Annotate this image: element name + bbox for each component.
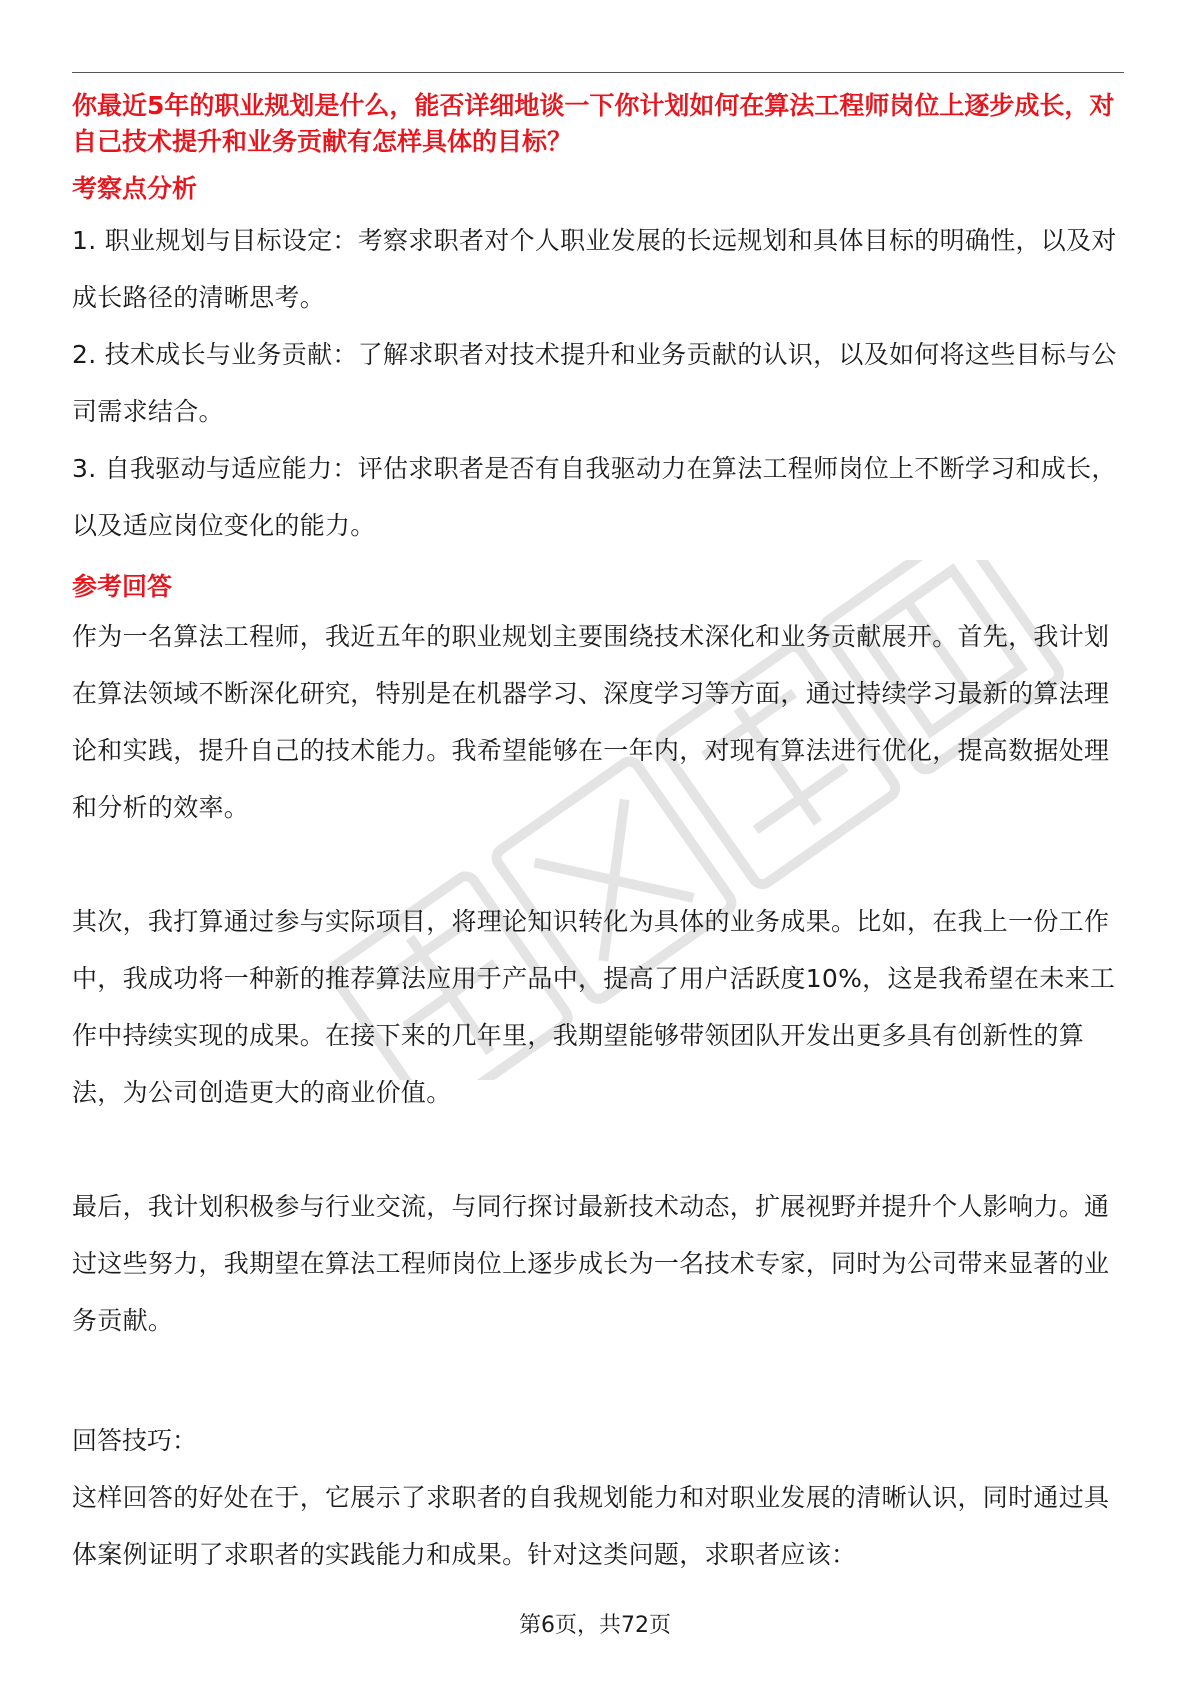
interview-question: 你最近5年的职业规划是什么，能否详细地谈一下你计划如何在算法工程师岗位上逐步成长，对自己技术提升和业务贡献有怎样具体的目标？ <box>72 91 1115 156</box>
analysis-item: 2. 技术成长与业务贡献：了解求职者对技术提升和业务贡献的认识，以及如何将这些目标与公司需求结合。 <box>72 340 1117 426</box>
page-number: 第6页，共72页 <box>519 1613 671 1638</box>
page-content <box>72 88 1124 1583</box>
answer-paragraph: 最后，我计划积极参与行业交流，与同行探讨最新技术动态，扩展视野并提升个人影响力。通过这些努力，我期望在算法工程师岗位上逐步成长为一名技术专家，同时为公司带来显著的业务贡献。 <box>72 1192 1110 1335</box>
analysis-item: 3. 自我驱动与适应能力：评估求职者是否有自我驱动力在算法工程师岗位上不断学习和成长，以及适应岗位变化的能力。 <box>72 454 1117 540</box>
analysis-heading: 考察点分析 <box>72 174 198 203</box>
answer-heading: 参考回答 <box>72 572 173 601</box>
answer-body <box>72 608 1124 1406</box>
tips-label: 回答技巧： <box>72 1426 198 1455</box>
tips-text: 这样回答的好处在于，它展示了求职者的自我规划能力和对职业发展的清晰认识，同时通过具体案例证明了求职者的实践能力和成果。针对这类问题，求职者应该： <box>72 1483 1110 1569</box>
answer-paragraph: 作为一名算法工程师，我近五年的职业规划主要围绕技术深化和业务贡献展开。首先，我计划在算法领域不断深化研究，特别是在机器学习、深度学习等方面，通过持续学习最新的算法理论和实践，提升自己的技术能力。我希望能够在一年内，对现有算法进行优化，提高数据处理和分析的效率。 <box>72 622 1110 822</box>
answer-paragraph: 其次，我打算通过参与实际项目，将理论知识转化为具体的业务成果。比如，在我上一份工作中，我成功将一种新的推荐算法应用于产品中，提高了用户活跃度10%，这是我希望在未来工作中持续实现的成果。在接下来的几年里，我期望能够带领团队开发出更多具有创新性的算法，为公司创造更大的商业价值。 <box>72 907 1116 1107</box>
analysis-list <box>72 212 1124 554</box>
top-divider <box>72 72 1124 73</box>
analysis-item: 1. 职业规划与目标设定：考察求职者对个人职业发展的长远规划和具体目标的明确性，以及对成长路径的清晰思考。 <box>72 226 1117 312</box>
